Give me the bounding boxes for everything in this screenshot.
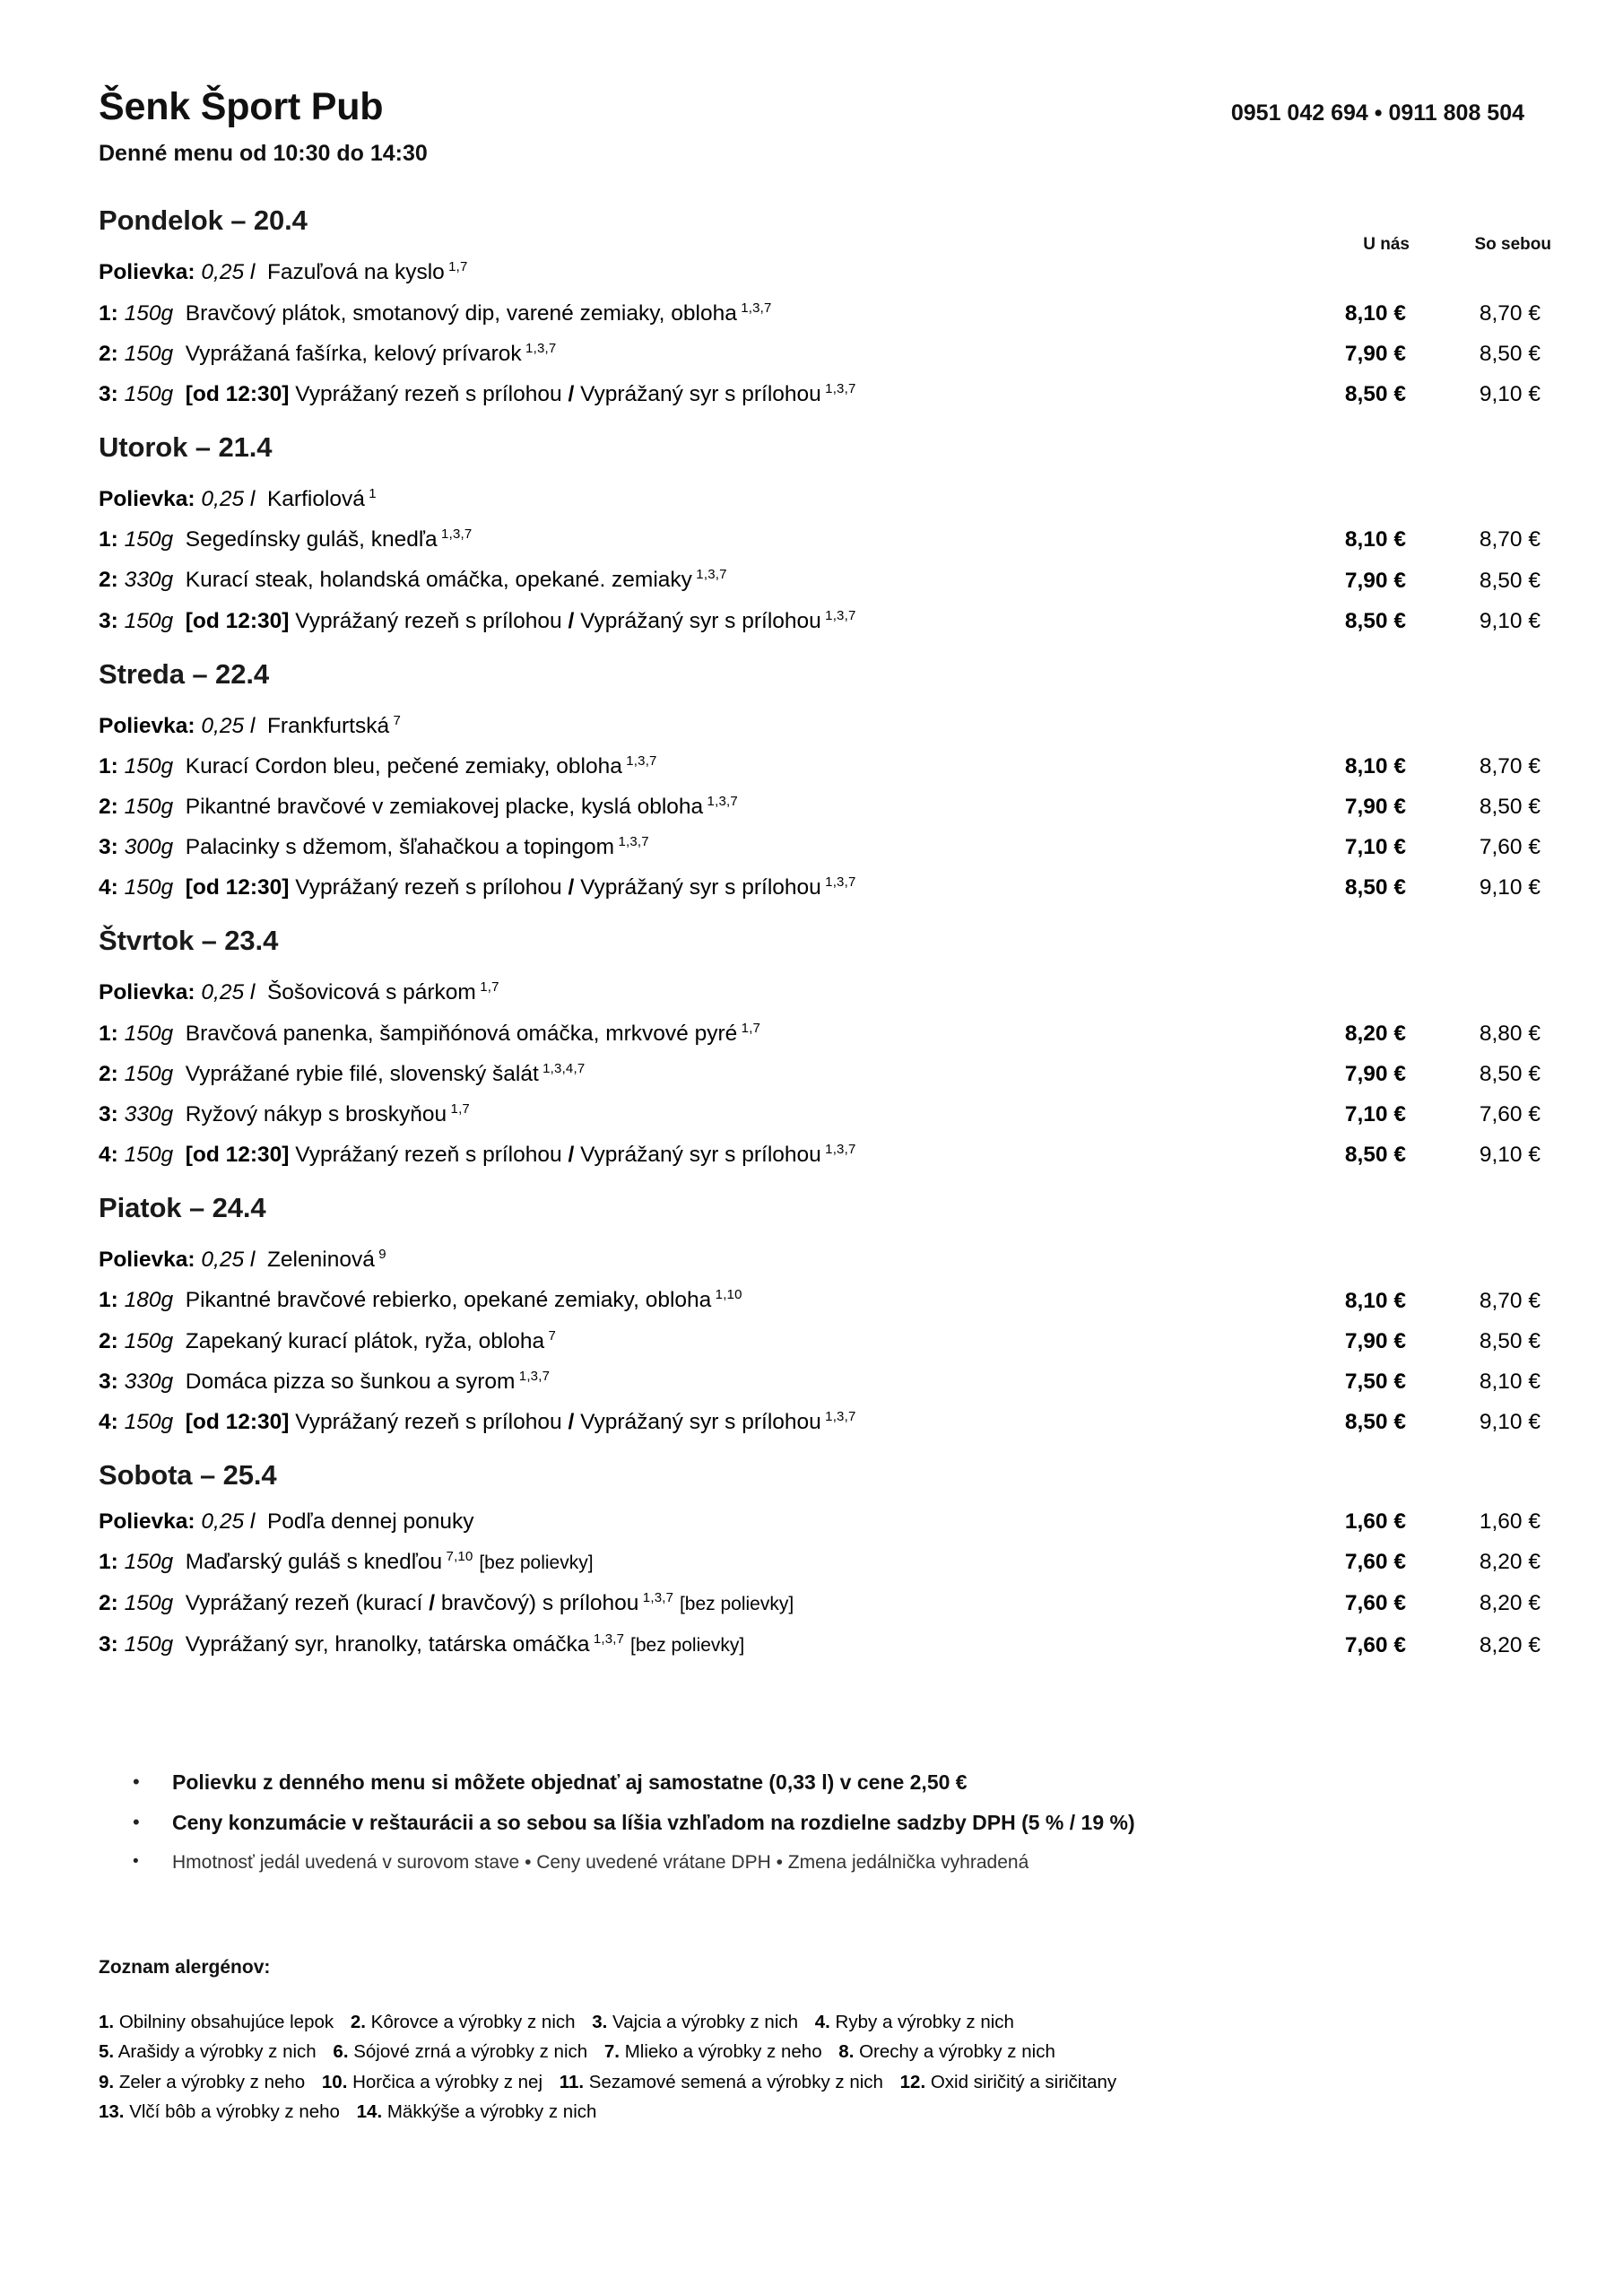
soup-name: Karfiolová [266, 487, 365, 512]
menu-row-text [99, 557, 1291, 597]
day-rows [99, 249, 1541, 412]
menu-row [99, 1539, 1541, 1580]
price-takeaway: 7,60 € [1479, 1102, 1541, 1127]
price-takeaway: 8,10 € [1479, 1369, 1541, 1394]
price-dine-in: 7,90 € [1344, 1061, 1406, 1086]
note-item [133, 1851, 1524, 1874]
menu-row [99, 1237, 1524, 1277]
soup-volume: 0,25 l [201, 713, 256, 738]
allergen-refs: 1,3,7 [820, 1142, 856, 1158]
allergen-number: 6. [333, 2041, 349, 2063]
item-number: 3: [99, 1369, 118, 1394]
price-takeaway: 9,10 € [1479, 1143, 1541, 1168]
menu-row [99, 1277, 1541, 1318]
day-title: Utorok – 21.4 [99, 431, 273, 464]
menu-row-text [99, 1359, 1291, 1399]
price-takeaway: 9,10 € [1479, 875, 1541, 900]
soup-label: Polievka: [99, 980, 195, 1005]
soup-label: Polievka: [99, 487, 195, 512]
price-dine-in: 7,60 € [1344, 1591, 1406, 1616]
item-number: 3: [99, 1102, 118, 1127]
item-name-b: bravčový) s prílohou [440, 1591, 639, 1616]
allergen-number: 12. [899, 2071, 926, 2092]
item-name-b: Vyprážaný syr s prílohou [580, 1143, 821, 1168]
item-name: Maďarský guláš s knedľou [185, 1550, 443, 1575]
price-dine-in: 7,10 € [1344, 835, 1406, 860]
allergen-refs: 1,7 [444, 259, 468, 275]
menu-row [99, 291, 1541, 331]
allergen-name: Mlieko a výrobky z neho [624, 2041, 822, 2063]
menu-row-text [99, 1580, 1291, 1622]
menu-row [99, 824, 1541, 865]
day-rows [99, 476, 1541, 639]
item-weight: 150g [124, 608, 174, 633]
note-item [133, 1770, 1524, 1796]
day-title: Štvrtok – 23.4 [99, 925, 279, 957]
allergen-refs: 1,3,7 [820, 1408, 856, 1424]
price-takeaway: 8,20 € [1479, 1591, 1541, 1616]
day-title: Streda – 22.4 [99, 657, 269, 690]
allergen-refs: 1,7 [737, 1020, 761, 1036]
allergen-name: Sójové zrná a výrobky z nich [353, 2041, 588, 2063]
item-weight: 150g [124, 382, 174, 407]
item-weight: 150g [124, 1550, 174, 1575]
phone-numbers: 0951 042 694 • 0911 808 504 [1230, 100, 1524, 126]
item-number: 2: [99, 1328, 118, 1353]
menu-row [99, 1011, 1541, 1051]
item-name: Bravčový plátok, smotanový dip, varené zemiaky, obloha [185, 300, 737, 326]
menu-row [99, 703, 1524, 744]
allergen-refs: 1,3,7 [621, 752, 657, 769]
menu-row-text [99, 824, 1291, 865]
menu-row-text [99, 784, 1291, 824]
allergen-number: 2. [350, 2012, 366, 2033]
allergen-refs: 1,3,4,7 [538, 1060, 586, 1076]
menu-row [99, 1622, 1541, 1663]
price-takeaway: 8,70 € [1479, 527, 1541, 552]
item-weight: 150g [124, 795, 174, 820]
page-title: Šenk Šport Pub [99, 85, 384, 128]
item-separator: / [568, 1410, 575, 1435]
price-dine-in: 1,60 € [1344, 1509, 1406, 1535]
allergen-refs: 7 [544, 1327, 557, 1344]
item-time-note: [od 12:30] [185, 1143, 290, 1168]
item-weight: 150g [124, 875, 174, 900]
item-number: 1: [99, 1550, 118, 1575]
allergen-refs: 1 [364, 486, 377, 502]
menu-row [99, 1051, 1541, 1091]
price-dine-in: 8,50 € [1344, 1143, 1406, 1168]
price-takeaway: 9,10 € [1479, 608, 1541, 633]
bullet-icon: • [133, 1770, 140, 1793]
menu-row-text [99, 291, 1291, 331]
day-section [99, 925, 1541, 1172]
item-number: 2: [99, 341, 118, 366]
price-takeaway: 8,70 € [1479, 754, 1541, 778]
allergen-name: Vlčí bôb a výrobky z neho [129, 2100, 340, 2122]
item-name-b: Vyprážaný syr s prílohou [580, 608, 821, 633]
day-title: Piatok – 24.4 [99, 1192, 266, 1224]
soup-name: Podľa dennej ponuky [266, 1509, 474, 1535]
item-number: 3: [99, 608, 118, 633]
allergen-name: Sezamové semená a výrobky z nich [588, 2071, 883, 2092]
menu-row-text [99, 744, 1291, 784]
soup-label: Polievka: [99, 260, 195, 285]
item-number: 1: [99, 754, 118, 778]
soup-name: Zeleninová [266, 1248, 375, 1273]
item-number: 4: [99, 1143, 118, 1168]
price-dine-in: 8,10 € [1344, 1288, 1406, 1313]
allergen-name: Zeler a výrobky z neho [118, 2071, 306, 2092]
allergen-refs: 1,7 [447, 1100, 470, 1117]
allergen-line [99, 2037, 1524, 2066]
soup-volume: 0,25 l [201, 260, 256, 285]
item-name: Vyprážaná fašírka, kelový prívarok [185, 341, 522, 366]
menu-row-text [99, 703, 1291, 744]
price-dine-in: 8,10 € [1344, 754, 1406, 778]
menu-row-text [99, 1051, 1291, 1091]
menu-row [99, 331, 1541, 371]
menu-row-text [99, 1091, 1291, 1132]
item-number: 1: [99, 1021, 118, 1046]
item-weight: 150g [124, 1632, 174, 1657]
price-takeaway: 9,10 € [1479, 1410, 1541, 1435]
item-separator: / [568, 875, 575, 900]
price-dine-in: 7,10 € [1344, 1102, 1406, 1127]
item-number: 3: [99, 1632, 118, 1657]
day-rows [99, 1504, 1541, 1663]
soup-volume: 0,25 l [201, 1509, 256, 1535]
menu-row [99, 784, 1541, 824]
price-dine-in: 7,90 € [1344, 1328, 1406, 1353]
price-takeaway: 1,60 € [1479, 1509, 1541, 1535]
menu-row [99, 598, 1541, 639]
price-takeaway: 8,50 € [1479, 795, 1541, 820]
item-number: 4: [99, 875, 118, 900]
menu-row-text [99, 1011, 1291, 1051]
menu-row [99, 249, 1524, 290]
item-no-soup-note: [bez polievky] [679, 1594, 794, 1615]
soup-name: Frankfurtská [266, 713, 390, 738]
allergen-name: Obilniny obsahujúce lepok [118, 2012, 334, 2033]
item-separator: / [568, 382, 575, 407]
item-separator: / [568, 608, 575, 633]
item-weight: 330g [124, 1102, 174, 1127]
item-weight: 330g [124, 568, 174, 593]
price-takeaway: 8,50 € [1479, 341, 1541, 366]
allergen-name: Arašidy a výrobky z nich [117, 2041, 317, 2063]
menu-row-text [99, 598, 1291, 639]
allergen-number: 14. [356, 2100, 383, 2122]
column-header-takeaway: So sebou [1474, 235, 1551, 254]
allergen-refs: 1,3,7 [820, 380, 856, 396]
menu-row [99, 970, 1524, 1010]
item-name: Vyprážaný syr, hranolky, tatárska omáčka [185, 1632, 590, 1657]
allergen-refs: 1,10 [711, 1287, 742, 1303]
day-section [99, 431, 1541, 639]
item-weight: 150g [124, 754, 174, 778]
allergen-name: Kôrovce a výrobky z nich [370, 2012, 576, 2033]
day-rows [99, 970, 1541, 1172]
item-name: Pikantné bravčové rebierko, opekané zemiaky, obloha [185, 1288, 712, 1313]
brand-block [99, 85, 428, 167]
allergen-list [99, 2007, 1524, 2126]
menu-row [99, 557, 1541, 597]
item-weight: 180g [124, 1288, 174, 1313]
soup-volume: 0,25 l [201, 1248, 256, 1273]
item-time-note: [od 12:30] [185, 1410, 290, 1435]
item-no-soup-note: [bez polievky] [630, 1635, 745, 1657]
allergen-title: Zoznam alergénov: [99, 1957, 271, 1979]
item-number: 1: [99, 300, 118, 326]
price-dine-in: 8,20 € [1344, 1021, 1406, 1046]
allergen-number: 8. [838, 2041, 855, 2063]
price-dine-in: 8,50 € [1344, 1410, 1406, 1435]
menu-notes [99, 1770, 1524, 1875]
price-takeaway: 9,10 € [1479, 382, 1541, 407]
price-dine-in: 8,50 € [1344, 608, 1406, 633]
allergen-refs: 7 [389, 712, 402, 728]
soup-volume: 0,25 l [201, 487, 256, 512]
allergen-refs: 1,3,7 [736, 300, 772, 316]
price-dine-in: 7,50 € [1344, 1369, 1406, 1394]
allergen-number: 10. [321, 2071, 348, 2092]
allergen-refs: 1,3,7 [589, 1631, 625, 1648]
item-name-a: Vyprážaný rezeň s prílohou [295, 1143, 562, 1168]
menu-row-text [99, 1277, 1291, 1318]
item-time-note: [od 12:30] [185, 608, 290, 633]
item-name-b: Vyprážaný syr s prílohou [580, 1410, 821, 1435]
allergen-number: 13. [99, 2100, 125, 2122]
soup-label: Polievka: [99, 1248, 195, 1273]
item-weight: 150g [124, 1410, 174, 1435]
allergen-line [99, 2067, 1524, 2097]
allergen-refs: 9 [374, 1247, 386, 1263]
price-takeaway: 8,50 € [1479, 1061, 1541, 1086]
day-rows [99, 1237, 1541, 1439]
allergen-number: 11. [559, 2071, 585, 2092]
menu-row [99, 476, 1524, 517]
allergen-name: Orechy a výrobky z nich [859, 2041, 1055, 2063]
allergen-section [99, 1957, 1524, 2126]
item-number: 1: [99, 1288, 118, 1313]
soup-label: Polievka: [99, 1509, 195, 1535]
menu-row [99, 1132, 1541, 1172]
allergen-number: 7. [603, 2041, 620, 2063]
price-dine-in: 7,90 € [1344, 341, 1406, 366]
item-number: 4: [99, 1410, 118, 1435]
allergen-refs: 1,3,7 [437, 526, 473, 543]
menu-row-text [99, 970, 1291, 1010]
item-number: 3: [99, 382, 118, 407]
menu-row [99, 1091, 1541, 1132]
allergen-refs: 1,3,7 [521, 340, 557, 356]
menu-row [99, 371, 1541, 412]
allergen-number: 9. [99, 2071, 115, 2092]
allergen-name: Vajcia a výrobky z nich [612, 2012, 799, 2033]
price-dine-in: 8,50 € [1344, 875, 1406, 900]
allergen-refs: 1,3,7 [703, 794, 738, 809]
price-takeaway: 8,70 € [1479, 300, 1541, 326]
item-name: Palacinky s džemom, šľahačkou a topingom [185, 835, 615, 860]
allergen-refs: 1,3,7 [515, 1368, 551, 1384]
item-weight: 150g [124, 341, 174, 366]
menu-row-text [99, 517, 1291, 557]
note-text: Polievku z denného menu si môžete objednať aj samostatne (0,33 l) v cene 2,50 € [172, 1770, 968, 1794]
item-weight: 150g [124, 1143, 174, 1168]
day-section [99, 1459, 1541, 1663]
menu-row [99, 1399, 1541, 1439]
day-rows [99, 703, 1541, 906]
price-takeaway: 8,20 € [1479, 1550, 1541, 1575]
menu-row-text [99, 1399, 1291, 1439]
menu-row-text [99, 249, 1291, 290]
allergen-refs: 1,3,7 [638, 1590, 674, 1606]
price-dine-in: 7,90 € [1344, 795, 1406, 820]
soup-volume: 0,25 l [201, 980, 256, 1005]
menu-row-text [99, 865, 1291, 905]
item-number: 2: [99, 795, 118, 820]
item-time-note: [od 12:30] [185, 382, 290, 407]
note-text: Ceny konzumácie v reštaurácii a so sebou sa líšia vzhľadom na rozdielne sadzby DPH (5 % / 19 %) [172, 1811, 1135, 1835]
menu-row [99, 517, 1541, 557]
price-dine-in: 8,50 € [1344, 382, 1406, 407]
note-text: Hmotnosť jedál uvedená v surovom stave • Ceny uvedené vrátane DPH • Zmena jedálnička vyhradená [172, 1852, 1029, 1873]
soup-label: Polievka: [99, 713, 195, 738]
soup-name: Šošovicová s párkom [266, 980, 476, 1005]
menu-row-text [99, 1539, 1291, 1580]
item-name: Kurací steak, holandská omáčka, opekané. zemiaky [185, 568, 692, 593]
menu-row-text [99, 1504, 1291, 1539]
price-dine-in: 8,10 € [1344, 300, 1406, 326]
item-name: Vyprážané rybie filé, slovenský šalát [185, 1061, 539, 1086]
allergen-number: 5. [99, 2041, 115, 2063]
item-time-note: [od 12:30] [185, 875, 290, 900]
item-name-a: Vyprážaný rezeň s prílohou [295, 1410, 562, 1435]
item-separator: / [568, 1143, 575, 1168]
allergen-name: Horčica a výrobky z nej [352, 2071, 543, 2092]
item-weight: 150g [124, 527, 174, 552]
menu-row-text [99, 1132, 1291, 1172]
menu-row-text [99, 371, 1291, 412]
item-name: Bravčová panenka, šampiňónová omáčka, mrkvové pyré [185, 1021, 738, 1046]
bullet-icon: • [133, 1811, 140, 1834]
item-name: Segedínsky guláš, knedľa [185, 527, 438, 552]
allergen-refs: 1,3,7 [691, 567, 727, 583]
allergen-refs: 7,10 [442, 1549, 473, 1565]
price-dine-in: 7,60 € [1344, 1550, 1406, 1575]
price-takeaway: 8,80 € [1479, 1021, 1541, 1046]
allergen-name: Mäkkýše a výrobky z nich [386, 2100, 597, 2122]
allergen-line [99, 2097, 1524, 2126]
allergen-refs: 1,7 [475, 979, 499, 996]
item-weight: 150g [124, 1061, 174, 1086]
price-dine-in: 8,10 € [1344, 527, 1406, 552]
item-name: Kurací Cordon bleu, pečené zemiaky, obloha [185, 754, 622, 778]
item-name-a: Vyprážaný rezeň s prílohou [295, 382, 562, 407]
menu-row [99, 1318, 1541, 1359]
item-number: 2: [99, 568, 118, 593]
menu-hours-subtitle: Denné menu od 10:30 do 14:30 [99, 141, 428, 167]
item-number: 3: [99, 835, 118, 860]
allergen-number: 1. [99, 2012, 115, 2033]
item-weight: 330g [124, 1369, 174, 1394]
column-header-dine-in: U nás [1363, 235, 1410, 254]
menu-row [99, 1504, 1541, 1539]
item-weight: 150g [124, 1328, 174, 1353]
allergen-refs: 1,3,7 [820, 607, 856, 623]
allergen-number: 3. [592, 2012, 608, 2033]
price-takeaway: 8,20 € [1479, 1632, 1541, 1657]
item-number: 1: [99, 527, 118, 552]
item-weight: 150g [124, 300, 174, 326]
menu-row-text [99, 1318, 1291, 1359]
item-weight: 150g [124, 1021, 174, 1046]
note-item [133, 1810, 1524, 1836]
menu-row-text [99, 331, 1291, 371]
item-no-soup-note: [bez polievky] [479, 1552, 594, 1574]
allergen-name: Ryby a výrobky z nich [835, 2012, 1014, 2033]
allergen-number: 4. [814, 2012, 830, 2033]
item-name-a: Vyprážaný rezeň (kurací [185, 1591, 423, 1616]
page-header [99, 85, 1524, 167]
menu-row-text [99, 1622, 1291, 1663]
soup-name: Fazuľová na kyslo [266, 260, 445, 285]
price-dine-in: 7,60 € [1344, 1632, 1406, 1657]
item-name: Domáca pizza so šunkou a syrom [185, 1369, 516, 1394]
menu-row [99, 744, 1541, 784]
item-number: 2: [99, 1061, 118, 1086]
menu-row-text [99, 476, 1291, 517]
item-name-a: Vyprážaný rezeň s prílohou [295, 875, 562, 900]
item-name: Pikantné bravčové v zemiakovej placke, kyslá obloha [185, 795, 704, 820]
item-name: Zapekaný kurací plátok, ryža, obloha [185, 1328, 545, 1353]
day-title: Pondelok – 20.4 [99, 204, 308, 237]
allergen-refs: 1,3,7 [614, 834, 649, 850]
menu-row [99, 865, 1541, 905]
item-number: 2: [99, 1591, 118, 1616]
menu-row-text [99, 1237, 1291, 1277]
price-dine-in: 7,90 € [1344, 568, 1406, 593]
item-weight: 150g [124, 1591, 174, 1616]
price-takeaway: 7,60 € [1479, 835, 1541, 860]
allergen-name: Oxid siričitý a siričitany [930, 2071, 1117, 2092]
day-section [99, 1192, 1541, 1439]
item-name-a: Vyprážaný rezeň s prílohou [295, 608, 562, 633]
menu-row [99, 1580, 1541, 1622]
day-section [99, 657, 1541, 906]
allergen-refs: 1,3,7 [820, 874, 856, 891]
item-name-b: Vyprážaný syr s prílohou [580, 382, 821, 407]
menu-row [99, 1359, 1541, 1399]
item-weight: 300g [124, 835, 174, 860]
price-takeaway: 8,50 € [1479, 1328, 1541, 1353]
day-sections [99, 204, 1541, 1663]
day-title: Sobota – 25.4 [99, 1459, 277, 1492]
item-name-b: Vyprážaný syr s prílohou [580, 875, 821, 900]
bullet-icon: • [133, 1852, 139, 1871]
price-takeaway: 8,50 € [1479, 568, 1541, 593]
item-separator: / [429, 1591, 435, 1616]
allergen-line [99, 2007, 1524, 2037]
price-takeaway: 8,70 € [1479, 1288, 1541, 1313]
item-name: Ryžový nákyp s broskyňou [185, 1102, 447, 1127]
